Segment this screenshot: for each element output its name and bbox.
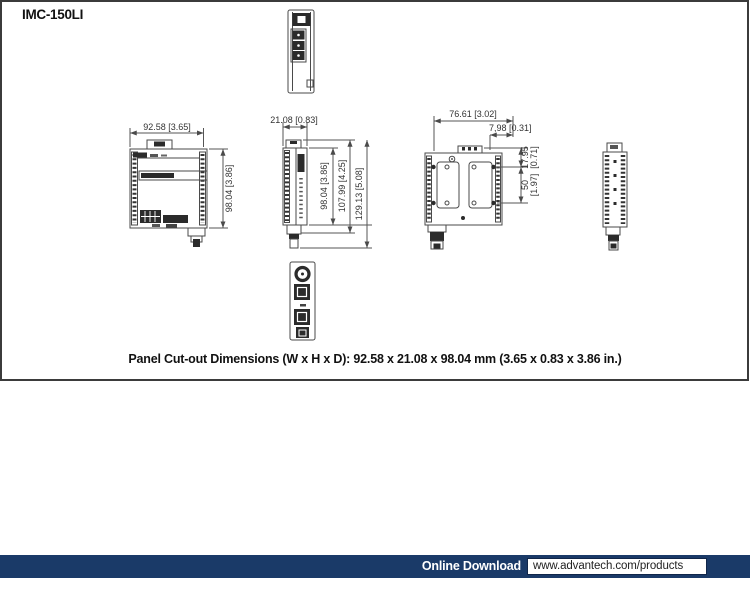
dim-label: 50 [520, 179, 530, 191]
top-view [288, 10, 314, 93]
dim-label: 76.61 [3.02] [449, 109, 497, 119]
front-view [130, 140, 207, 247]
logo-mark [133, 153, 147, 158]
bottom-connector [428, 225, 446, 232]
mounting-hole [491, 201, 495, 205]
rear-view [425, 146, 502, 249]
brand-text-blob [298, 154, 305, 172]
page-title: IMC-150LI [22, 7, 84, 22]
dim-label: 17.95 [520, 146, 530, 169]
bottom-connector [287, 225, 301, 234]
brand-text-blob [141, 173, 174, 178]
port-block [163, 215, 188, 223]
mounting-hole [431, 201, 435, 205]
fiber-port [294, 284, 310, 300]
download-url: www.advantech.com/products [533, 560, 684, 572]
rear-view-dimensions [434, 109, 539, 203]
terminal-block-opening [298, 16, 306, 23]
dim-label: 92.58 [3.65] [143, 122, 191, 132]
fiber-port [294, 309, 310, 325]
dim-label: 98.04 [3.86] [224, 164, 234, 213]
side-view [283, 140, 307, 248]
bottom-view [290, 262, 315, 340]
mounting-hole [472, 165, 476, 169]
mounting-hole [472, 201, 476, 205]
dim-label: 98.04 [3.86] [319, 162, 329, 210]
mounting-hole [431, 165, 435, 169]
dim-label: 107.99 [4.25] [337, 159, 347, 213]
panel-cutout-caption: Panel Cut-out Dimensions (W x H x D): 92.58 x 21.08 x 98.04 mm (3.65 x 0.83 x 3.86 in.) [128, 352, 622, 366]
mounting-hole [445, 165, 449, 169]
dim-label: 21.08 [0.83] [270, 115, 318, 125]
bottom-connector [188, 228, 205, 236]
dim-label: [1.97] [529, 173, 539, 197]
footer-bar [0, 555, 750, 578]
mounting-hole [445, 201, 449, 205]
right-side-view [603, 143, 627, 250]
dim-label: 7,98 [0.31] [489, 123, 532, 133]
mounting-hole [491, 165, 495, 169]
dim-label: [0.71] [529, 146, 539, 169]
online-download-label: Online Download [421, 559, 521, 573]
bottom-connector [606, 227, 620, 235]
dim-label: 129.13 [5.08] [354, 167, 364, 221]
download-url-box [527, 558, 707, 575]
